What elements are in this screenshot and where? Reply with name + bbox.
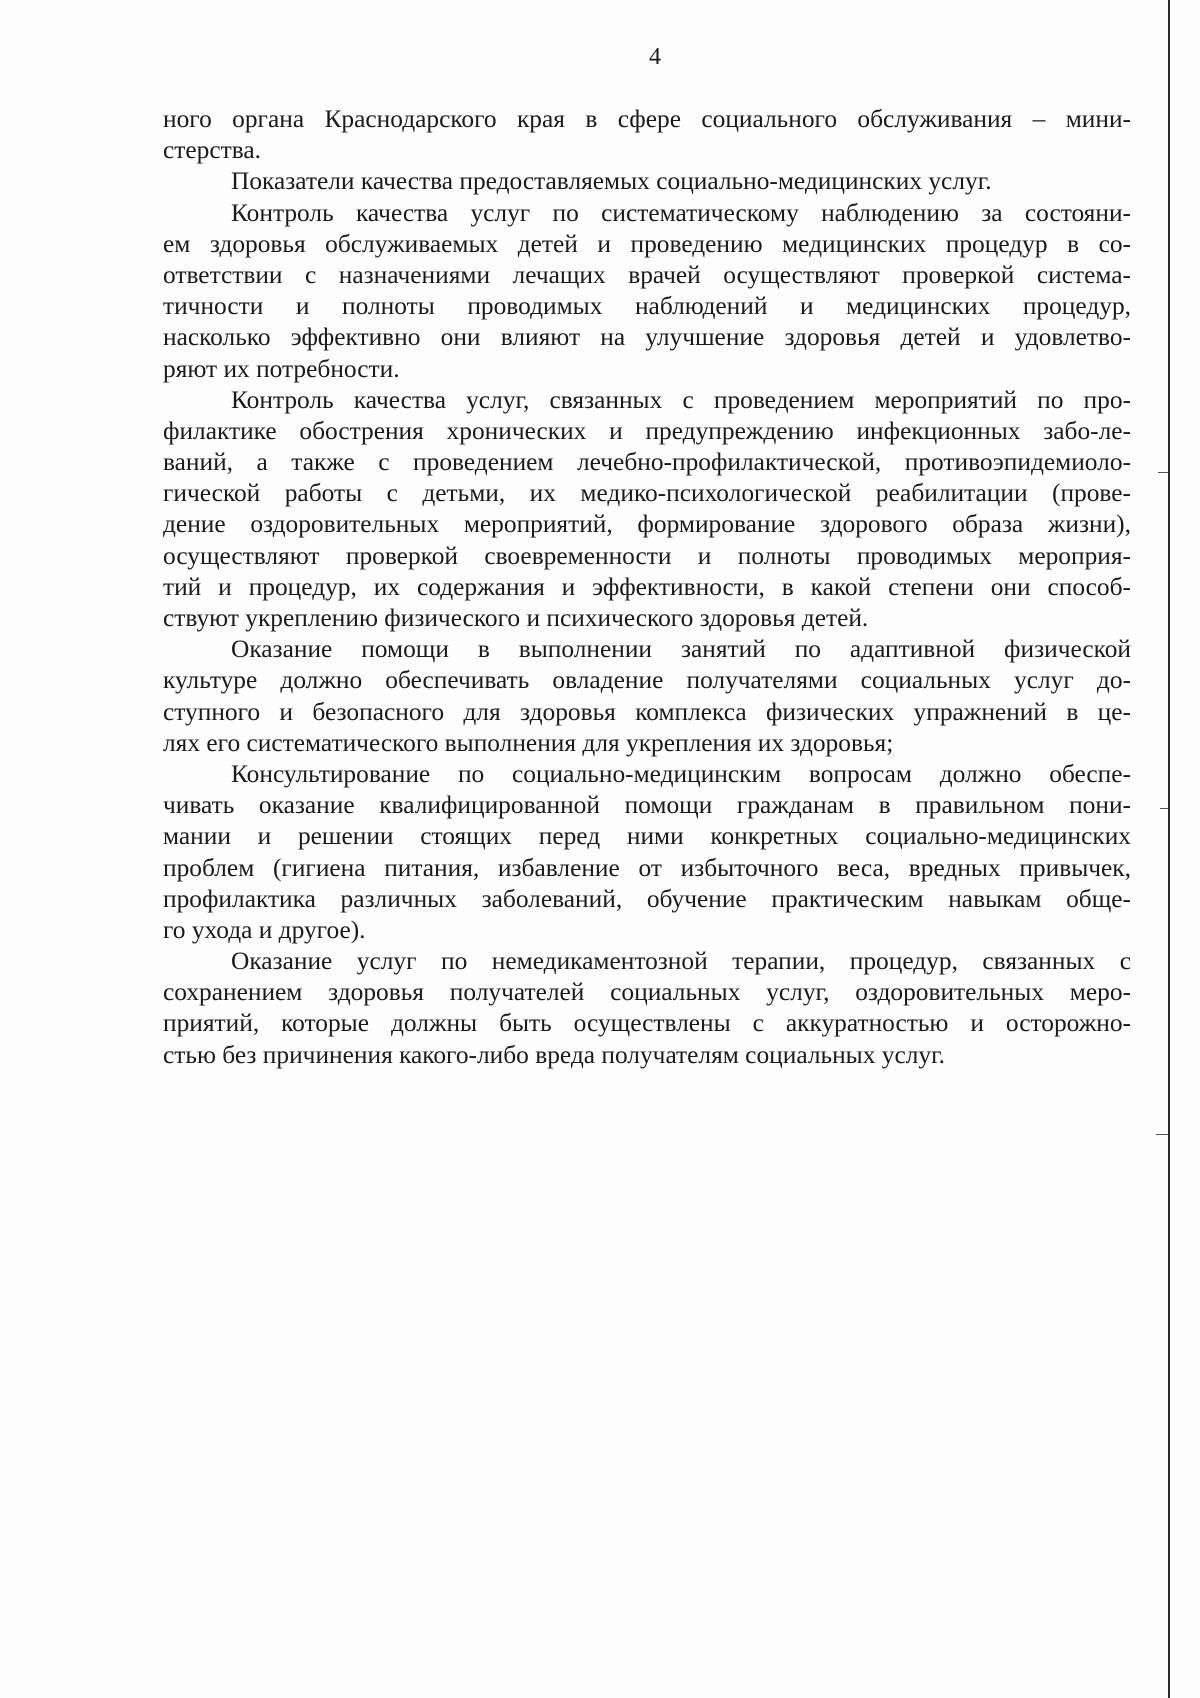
document-body: [163, 104, 1131, 1071]
text-line: чивать оказание квалифицированной помощи гражданам в правильном пони-: [163, 791, 1131, 820]
scan-edge-mark: [1156, 1134, 1168, 1135]
text-line: ступного и безопасного для здоровья комплекса физических упражнений в це-: [163, 697, 1131, 726]
text-line: стью без причинения какого-либо вреда получателям социальных услуг.: [163, 1040, 945, 1069]
text-line: культуре должно обеспечивать овладение получателями социальных услуг до-: [163, 666, 1131, 695]
text-line: приятий, которые должны быть осуществлены с аккуратностью и осторожно-: [163, 1009, 1131, 1038]
scan-edge-line: [1168, 0, 1170, 1698]
page-number: 4: [649, 44, 661, 70]
scan-edge-mark: [1160, 808, 1168, 809]
text-line: филактике обострения хронических и предупреждению инфекционных забо-ле-: [163, 416, 1131, 445]
text-line: Показатели качества предоставляемых социально-медицинских услуг.: [231, 167, 992, 196]
text-line: Консультирование по социально-медицинским вопросам должно обеспе-: [231, 759, 1131, 788]
text-line: ем здоровья обслуживаемых детей и проведению медицинских процедур в со-: [163, 229, 1131, 258]
text-line: профилактика различных заболеваний, обучение практическим навыкам обще-: [163, 884, 1131, 913]
text-line: Оказание помощи в выполнении занятий по адаптивной физической: [231, 635, 1131, 664]
text-line: Оказание услуг по немедикаментозной терапии, процедур, связанных с: [231, 947, 1131, 976]
paragraph: [163, 634, 1131, 759]
text-line: гической работы с детьми, их медико-психологической реабилитации (прове-: [163, 479, 1131, 508]
text-line: стерства.: [163, 136, 261, 165]
paragraph: [163, 759, 1131, 946]
paragraph: [163, 385, 1131, 635]
scan-edge-mark: [1158, 472, 1168, 473]
text-line: насколько эффективно они влияют на улучшение здоровья детей и удовлетво-: [163, 323, 1131, 352]
text-line: проблем (гигиена питания, избавление от избыточного веса, вредных привычек,: [163, 853, 1131, 882]
text-line: мании и решении стоящих перед ними конкретных социально-медицинских: [163, 822, 1131, 851]
text-line: ряют их потребности.: [163, 354, 400, 383]
text-line: Контроль качества услуг по систематическому наблюдению за состояни-: [231, 198, 1131, 227]
text-line: ствуют укреплению физического и психического здоровья детей.: [163, 604, 869, 632]
text-line: сохранением здоровья получателей социальных услуг, оздоровительных меро-: [163, 978, 1131, 1007]
paragraph: [163, 104, 1131, 166]
text-line: ответствии с назначениями лечащих врачей осуществляют проверкой система-: [163, 260, 1131, 289]
paragraph: [163, 166, 1131, 197]
text-line: лях его систематического выполнения для укрепления их здоровья;: [163, 728, 894, 757]
text-line: ного органа Краснодарского края в сфере социального обслуживания – мини-: [163, 105, 1131, 133]
text-line: го ухода и другое).: [163, 915, 366, 944]
text-line: Контроль качества услуг, связанных с проведением мероприятий по про-: [231, 385, 1131, 414]
text-line: ваний, а также с проведением лечебно-профилактической, противоэпидемиоло-: [163, 448, 1131, 477]
text-line: тий и процедур, их содержания и эффективности, в какой степени они способ-: [163, 572, 1131, 601]
paragraph: [163, 198, 1131, 385]
text-line: тичности и полноты проводимых наблюдений и медицинских процедур,: [163, 292, 1131, 321]
paragraph: [163, 946, 1131, 1071]
text-line: дение оздоровительных мероприятий, формирование здорового образа жизни),: [163, 510, 1131, 539]
text-line: осуществляют проверкой своевременности и полноты проводимых мероприя-: [163, 541, 1131, 570]
